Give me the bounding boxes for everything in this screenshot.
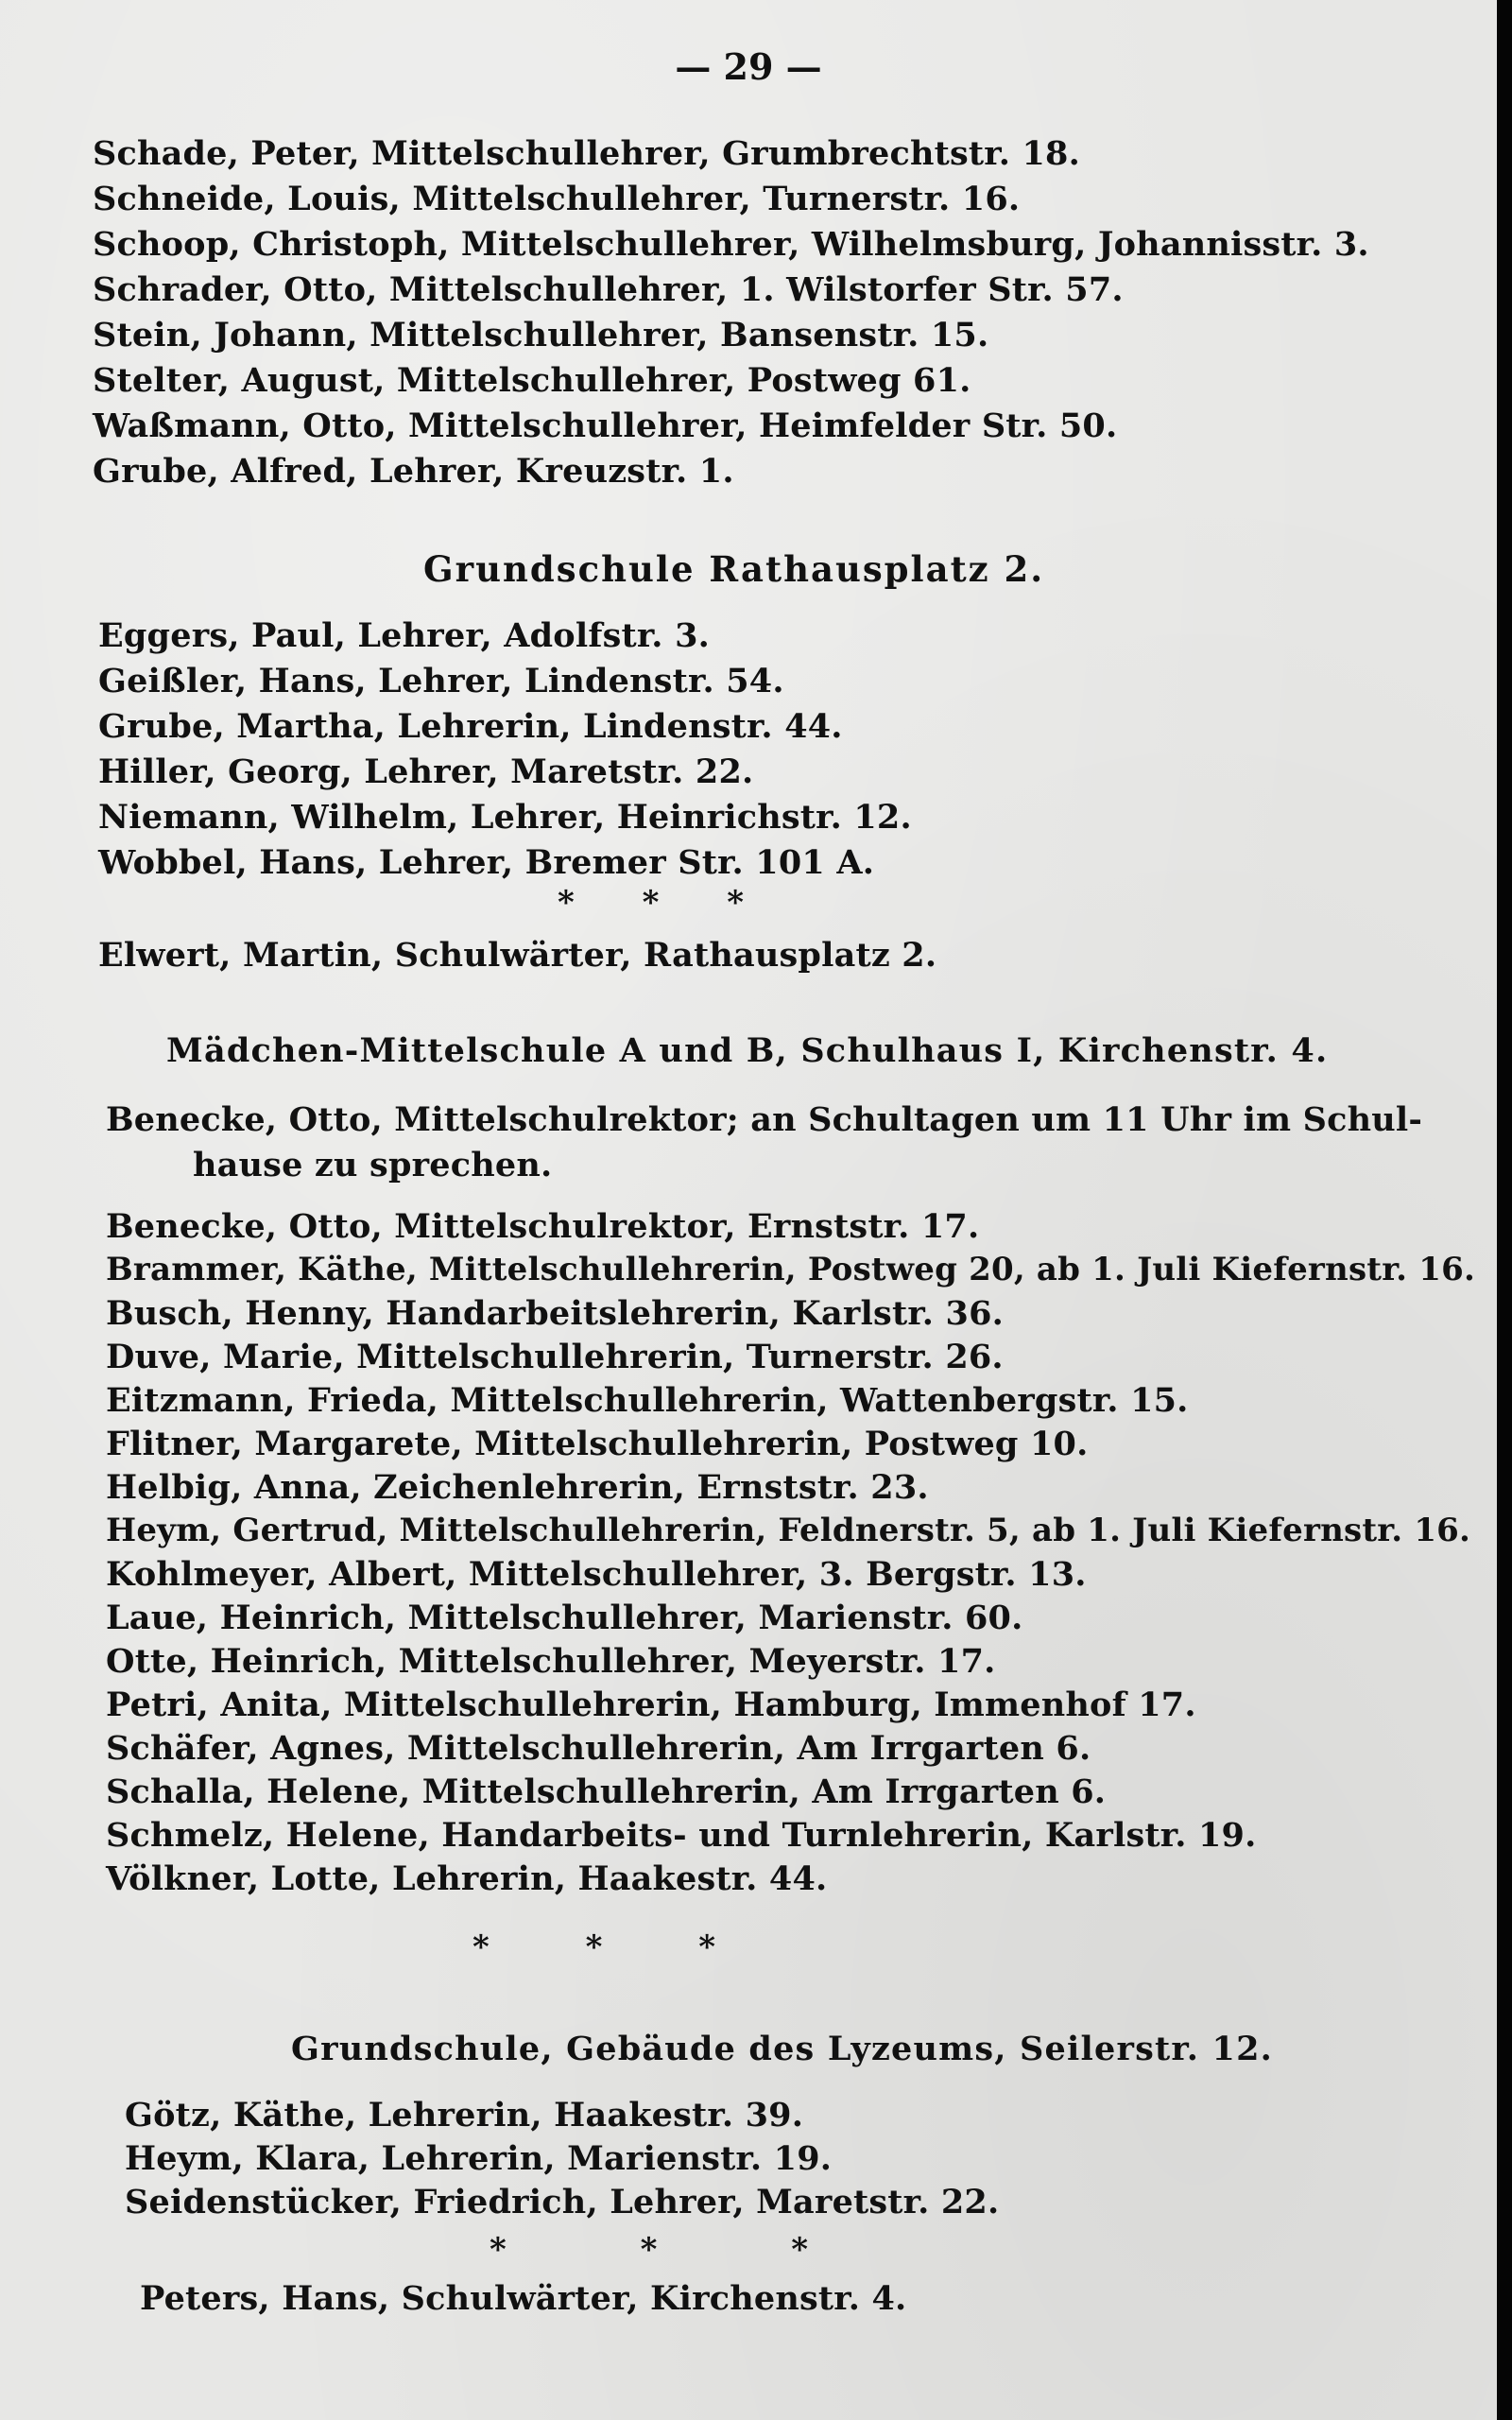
entry-busch: Busch, Henny, Handarbeitslehrerin, Karlstr. 36. xyxy=(106,1294,1005,1333)
entry-wassmann: Waßmann, Otto, Mittelschullehrer, Heimfelder Str. 50. xyxy=(93,406,1118,445)
entry-grube-alfred: Grube, Alfred, Lehrer, Kreuzstr. 1. xyxy=(93,452,734,491)
entry-laue: Laue, Heinrich, Mittelschullehrer, Marienstr. 60. xyxy=(106,1599,1023,1637)
separator-stars: * * * xyxy=(558,884,745,922)
entry-benecke: Benecke, Otto, Mittelschulrektor, Ernststr. 17. xyxy=(106,1207,980,1246)
note-rector-line2: hause zu sprechen. xyxy=(193,1146,553,1184)
entry-schalla: Schalla, Helene, Mittelschullehrerin, Am Irrgarten 6. xyxy=(106,1772,1107,1811)
page-number: — 29 — xyxy=(675,45,822,88)
entry-hiller: Hiller, Georg, Lehrer, Maretstr. 22. xyxy=(98,752,754,791)
entry-goetz: Götz, Käthe, Lehrerin, Haakestr. 39. xyxy=(125,2096,804,2135)
entry-stelter: Stelter, August, Mittelschullehrer, Postweg 61. xyxy=(93,361,971,400)
separator-stars: * * * xyxy=(472,1928,716,1966)
entry-petri: Petri, Anita, Mittelschullehrerin, Hamburg, Immenhof 17. xyxy=(106,1685,1196,1724)
entry-schrader: Schrader, Otto, Mittelschullehrer, 1. Wilstorfer Str. 57. xyxy=(93,270,1124,309)
entry-niemann: Niemann, Wilhelm, Lehrer, Heinrichstr. 12. xyxy=(98,798,912,837)
entry-schoop: Schoop, Christoph, Mittelschullehrer, Wilhelmsburg, Johannisstr. 3. xyxy=(93,225,1369,264)
separator-stars: * * * xyxy=(490,2231,809,2269)
entry-brammer: Brammer, Käthe, Mittelschullehrerin, Postweg 20, ab 1. Juli Kiefernstr. 16. xyxy=(106,1251,1476,1288)
entry-duve: Duve, Marie, Mittelschullehrerin, Turnerstr. 26. xyxy=(106,1338,1004,1376)
entry-schaefer: Schäfer, Agnes, Mittelschullehrerin, Am Irrgarten 6. xyxy=(106,1729,1091,1768)
entry-heym-klara: Heym, Klara, Lehrerin, Marienstr. 19. xyxy=(125,2139,833,2178)
entry-schneide: Schneide, Louis, Mittelschullehrer, Turnerstr. 16. xyxy=(93,180,1021,218)
entry-schmelz: Schmelz, Helene, Handarbeits- und Turnlehrerin, Karlstr. 19. xyxy=(106,1816,1257,1855)
entry-peters-caretaker: Peters, Hans, Schulwärter, Kirchenstr. 4. xyxy=(140,2279,907,2318)
entry-heym-gertrud: Heym, Gertrud, Mittelschullehrerin, Feldnerstr. 5, ab 1. Juli Kiefernstr. 16. xyxy=(106,1512,1471,1549)
entry-flitner: Flitner, Margarete, Mittelschullehrerin, Postweg 10. xyxy=(106,1425,1089,1463)
entry-stein: Stein, Johann, Mittelschullehrer, Bansenstr. 15. xyxy=(93,316,989,354)
entry-otte: Otte, Heinrich, Mittelschullehrer, Meyerstr. 17. xyxy=(106,1642,996,1681)
note-rector-line1: Benecke, Otto, Mittelschulrektor; an Schultagen um 11 Uhr im Schul- xyxy=(106,1100,1423,1139)
entry-grube-martha: Grube, Martha, Lehrerin, Lindenstr. 44. xyxy=(98,707,843,746)
entry-seidenstuecker: Seidenstücker, Friedrich, Lehrer, Maretstr. 22. xyxy=(125,2183,1000,2221)
entry-voelkner: Völkner, Lotte, Lehrerin, Haakestr. 44. xyxy=(106,1859,828,1898)
entry-elwert-caretaker: Elwert, Martin, Schulwärter, Rathausplatz 2. xyxy=(98,936,937,975)
entry-kohlmeyer: Kohlmeyer, Albert, Mittelschullehrer, 3. Bergstr. 13. xyxy=(106,1555,1087,1594)
scan-edge xyxy=(1497,0,1512,2420)
entry-eggers: Eggers, Paul, Lehrer, Adolfstr. 3. xyxy=(98,616,711,655)
entry-helbig: Helbig, Anna, Zeichenlehrerin, Ernststr. 23. xyxy=(106,1468,929,1507)
section-heading-maedchen-mittelschule: Mädchen-Mittelschule A und B, Schulhaus I, Kirchenstr. 4. xyxy=(166,1031,1329,1070)
section-heading-grundschule-rathausplatz: Grundschule Rathausplatz 2. xyxy=(423,548,1045,590)
entry-wobbel: Wobbel, Hans, Lehrer, Bremer Str. 101 A. xyxy=(98,843,875,882)
section-heading-grundschule-lyzeum: Grundschule, Gebäude des Lyzeums, Seilerstr. 12. xyxy=(291,2030,1274,2068)
entry-schade: Schade, Peter, Mittelschullehrer, Grumbrechtstr. 18. xyxy=(93,134,1080,173)
entry-geissler: Geißler, Hans, Lehrer, Lindenstr. 54. xyxy=(98,662,784,700)
entry-eitzmann: Eitzmann, Frieda, Mittelschullehrerin, Wattenbergstr. 15. xyxy=(106,1381,1189,1420)
